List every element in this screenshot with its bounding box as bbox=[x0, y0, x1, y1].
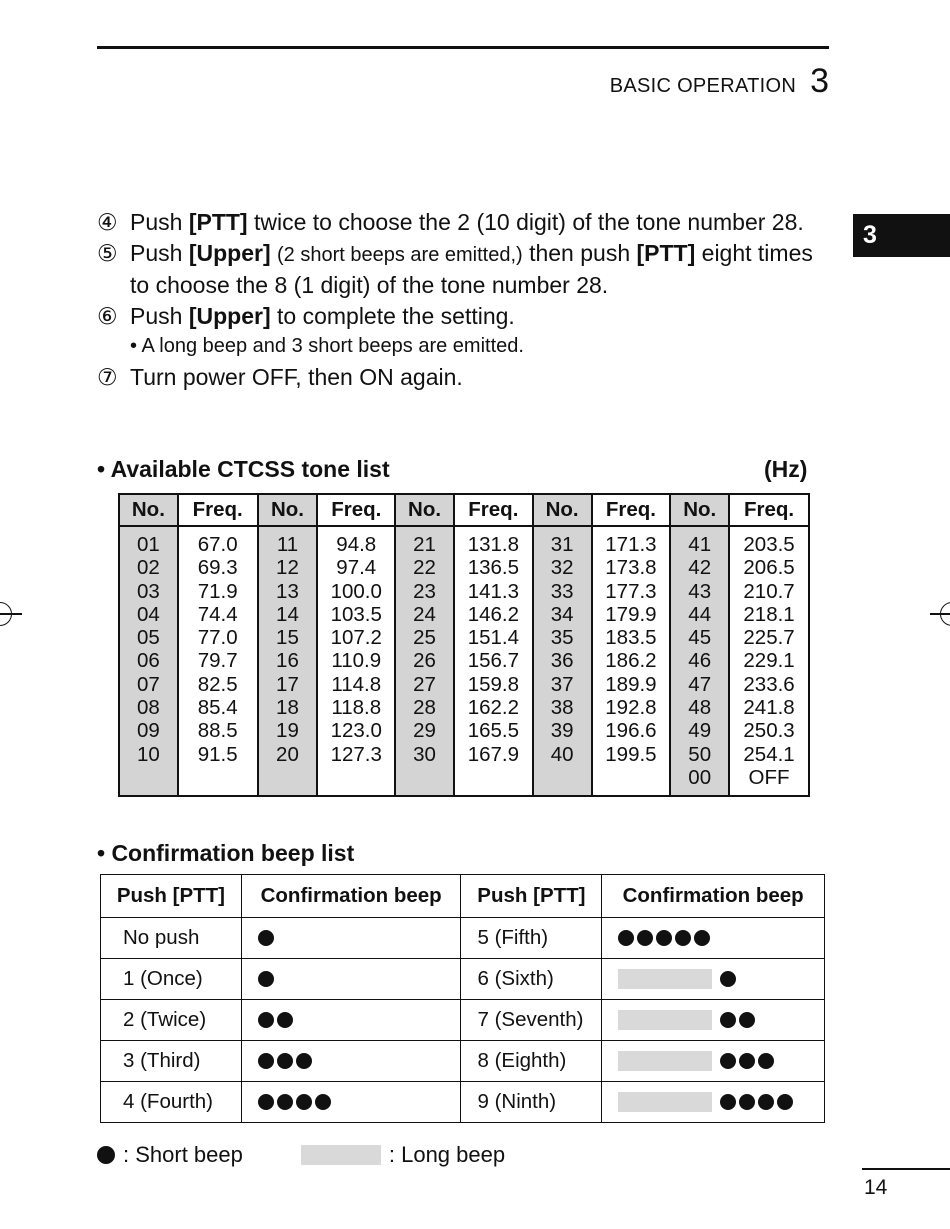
short-beep-icon bbox=[258, 1094, 274, 1110]
short-beep-icon bbox=[296, 1094, 312, 1110]
step-number: ⑦ bbox=[97, 363, 118, 390]
tone-frequency-cell bbox=[178, 526, 258, 796]
step-item bbox=[97, 362, 837, 393]
tone-frequency: 171.3 bbox=[605, 533, 657, 556]
tone-number: 01 bbox=[136, 533, 160, 556]
short-beep-icon bbox=[777, 1094, 793, 1110]
tone-frequency: 218.1 bbox=[743, 602, 795, 626]
tone-frequency: 233.6 bbox=[743, 672, 795, 696]
tone-number: 40 bbox=[550, 742, 574, 766]
tone-number: 28 bbox=[413, 696, 436, 720]
tone-number: 08 bbox=[136, 696, 160, 720]
short-beep-icon bbox=[277, 1053, 293, 1069]
tone-number: 03 bbox=[136, 579, 160, 603]
beep-header-row bbox=[101, 875, 825, 918]
step-text-part: to complete the setting. bbox=[270, 302, 515, 329]
tone-number: 07 bbox=[136, 672, 160, 696]
page-header bbox=[610, 62, 829, 101]
tone-number: 48 bbox=[688, 696, 712, 720]
tone-frequency: 173.8 bbox=[605, 556, 657, 580]
tone-frequency: 88.5 bbox=[197, 719, 238, 743]
tone-frequency: 196.6 bbox=[605, 719, 657, 743]
push-count-cell: 1 (Once) bbox=[101, 959, 242, 1000]
tone-frequency: 146.2 bbox=[467, 602, 519, 626]
step-text-part: Push bbox=[130, 209, 189, 235]
short-beep-icon bbox=[637, 930, 653, 946]
tone-frequency: 156.7 bbox=[467, 649, 519, 673]
column-header-freq: Freq. bbox=[178, 494, 258, 526]
step-text-part: eight times to choose the 8 (1 digit) of the tone number 28. bbox=[130, 239, 813, 298]
tone-number: 06 bbox=[136, 649, 160, 673]
tone-number: 17 bbox=[276, 672, 299, 696]
beep-row bbox=[101, 1000, 825, 1041]
tone-number: 41 bbox=[688, 533, 712, 556]
tone-frequency: 186.2 bbox=[605, 649, 657, 673]
tone-number-cell bbox=[395, 526, 454, 796]
beep-legend bbox=[97, 1142, 505, 1168]
beep-pattern-cell bbox=[602, 1041, 825, 1082]
short-beep-icon bbox=[758, 1053, 774, 1069]
tone-frequency: 250.3 bbox=[743, 719, 795, 743]
step-note: • A long beep and 3 short beeps are emitted. bbox=[130, 335, 524, 357]
registration-line-left bbox=[0, 613, 22, 615]
tone-frequency: 74.4 bbox=[197, 602, 238, 626]
button-name: [PTT] bbox=[636, 239, 696, 266]
tone-number: 42 bbox=[688, 556, 712, 580]
short-beep-icon bbox=[296, 1053, 312, 1069]
tone-frequency: 167.9 bbox=[467, 742, 519, 766]
section-title: BASIC OPERATION bbox=[609, 75, 797, 97]
tone-frequency: 165.5 bbox=[467, 719, 519, 743]
tone-number: 16 bbox=[276, 649, 299, 673]
column-header-freq: Freq. bbox=[454, 494, 533, 526]
tone-frequency: 85.4 bbox=[197, 696, 238, 720]
step-number: ④ bbox=[97, 209, 118, 235]
short-beep-icon bbox=[758, 1094, 774, 1110]
tone-frequency: 91.5 bbox=[197, 742, 238, 766]
button-name: [Upper] bbox=[188, 239, 271, 266]
step-text-part: twice to choose the 2 (10 digit) of the tone number 28. bbox=[247, 209, 804, 235]
tone-frequency: 159.8 bbox=[467, 672, 519, 696]
tone-number: 11 bbox=[276, 533, 299, 556]
beep-pattern-cell bbox=[602, 1000, 825, 1041]
tone-frequency: 192.8 bbox=[605, 696, 657, 720]
short-beep-icon bbox=[739, 1012, 755, 1028]
tone-frequency-cell bbox=[729, 526, 809, 796]
tone-number: 19 bbox=[276, 719, 299, 743]
short-beep-icon bbox=[277, 1094, 293, 1110]
column-header-no: No. bbox=[533, 494, 592, 526]
button-name: [Upper] bbox=[188, 302, 271, 329]
short-beep-icon bbox=[97, 1146, 115, 1164]
tone-number: 46 bbox=[688, 649, 712, 673]
tone-frequency: 136.5 bbox=[467, 556, 519, 580]
column-header-no: No. bbox=[119, 494, 178, 526]
beep-row bbox=[101, 959, 825, 1000]
footer-rule bbox=[862, 1168, 950, 1170]
tone-number: 18 bbox=[276, 696, 299, 720]
step-text bbox=[130, 207, 837, 238]
tone-number-cell bbox=[533, 526, 592, 796]
short-beep-icon bbox=[315, 1094, 331, 1110]
beep-pattern-cell bbox=[241, 1082, 461, 1123]
push-count-cell: 3 (Third) bbox=[101, 1041, 242, 1082]
chapter-tab bbox=[853, 214, 950, 257]
tone-number: 47 bbox=[688, 672, 712, 696]
long-beep-icon bbox=[618, 1010, 712, 1030]
legend-short-label: : Short beep bbox=[123, 1142, 243, 1167]
push-count-cell: 5 (Fifth) bbox=[461, 918, 602, 959]
beep-pattern-cell bbox=[602, 959, 825, 1000]
tone-frequency: 254.1 bbox=[743, 742, 795, 766]
step-text-part: then push bbox=[522, 239, 637, 266]
tone-number: 36 bbox=[550, 649, 574, 673]
tone-number: 33 bbox=[550, 579, 574, 603]
short-beep-icon bbox=[720, 1012, 736, 1028]
tone-frequency: 177.3 bbox=[605, 579, 657, 603]
tone-frequency: 141.3 bbox=[467, 579, 519, 603]
beep-column-header: Confirmation beep bbox=[602, 875, 825, 918]
short-beep-icon bbox=[656, 930, 672, 946]
long-beep-icon bbox=[301, 1145, 381, 1165]
push-count-cell: No push bbox=[101, 918, 242, 959]
tone-frequency: 94.8 bbox=[336, 533, 377, 556]
tone-number: 10 bbox=[136, 742, 160, 766]
push-count-cell: 7 (Seventh) bbox=[461, 1000, 602, 1041]
tone-number: 23 bbox=[413, 579, 436, 603]
tone-number: 35 bbox=[550, 626, 574, 650]
tone-number: 32 bbox=[550, 556, 574, 580]
beep-row bbox=[101, 1082, 825, 1123]
tone-frequency: 67.0 bbox=[197, 533, 238, 556]
tone-frequency: 97.4 bbox=[336, 556, 377, 580]
tone-number: 09 bbox=[136, 719, 160, 743]
push-count-cell: 4 (Fourth) bbox=[101, 1082, 242, 1123]
step-number: ⑥ bbox=[97, 302, 118, 329]
step-item bbox=[97, 301, 837, 332]
beep-pattern-cell bbox=[241, 1041, 461, 1082]
tone-frequency: 199.5 bbox=[605, 742, 657, 766]
tone-number: 34 bbox=[550, 602, 574, 626]
tone-frequency: 103.5 bbox=[330, 602, 382, 626]
column-header-freq: Freq. bbox=[317, 494, 395, 526]
beep-column-header: Confirmation beep bbox=[241, 875, 461, 918]
column-header-freq: Freq. bbox=[729, 494, 809, 526]
tone-number: 38 bbox=[550, 696, 574, 720]
ctcss-table bbox=[118, 493, 810, 797]
tone-frequency-cell bbox=[592, 526, 671, 796]
step-text bbox=[130, 362, 837, 393]
ctcss-title: • Available CTCSS tone list bbox=[97, 456, 390, 482]
short-beep-icon bbox=[739, 1053, 755, 1069]
push-count-cell: 8 (Eighth) bbox=[461, 1041, 602, 1082]
tone-number: 43 bbox=[688, 579, 712, 603]
tone-frequency: 71.9 bbox=[197, 579, 238, 603]
tone-frequency: 179.9 bbox=[605, 602, 657, 626]
tone-number: 21 bbox=[413, 533, 436, 556]
long-beep-icon bbox=[618, 1092, 712, 1112]
tone-frequency-cell bbox=[317, 526, 395, 796]
beep-row bbox=[101, 1041, 825, 1082]
tone-frequency: 77.0 bbox=[197, 626, 238, 650]
tone-frequency: 100.0 bbox=[330, 579, 382, 603]
step-list bbox=[97, 207, 837, 392]
beep-row bbox=[101, 918, 825, 959]
tone-number: 50 bbox=[688, 742, 712, 766]
tone-frequency: 229.1 bbox=[743, 649, 795, 673]
tone-frequency: 123.0 bbox=[330, 719, 382, 743]
step-text-part: Turn power OFF, then ON again. bbox=[130, 363, 463, 390]
beep-pattern-cell bbox=[241, 959, 461, 1000]
short-beep-icon bbox=[720, 1094, 736, 1110]
tone-number: 05 bbox=[136, 626, 160, 650]
short-beep-icon bbox=[739, 1094, 755, 1110]
tone-frequency-cell bbox=[454, 526, 533, 796]
beep-pattern-cell bbox=[241, 1000, 461, 1041]
short-beep-icon bbox=[675, 930, 691, 946]
long-beep-icon bbox=[618, 1051, 712, 1071]
push-count-cell: 2 (Twice) bbox=[101, 1000, 242, 1041]
short-beep-icon bbox=[694, 930, 710, 946]
beep-title: • Confirmation beep list bbox=[97, 840, 355, 866]
column-header-freq: Freq. bbox=[592, 494, 671, 526]
tone-frequency: 69.3 bbox=[197, 556, 238, 580]
tone-frequency: 107.2 bbox=[330, 626, 382, 650]
tone-number: 27 bbox=[413, 672, 436, 696]
tone-frequency: 241.8 bbox=[743, 696, 795, 720]
tone-number: 04 bbox=[136, 602, 160, 626]
tone-number: 26 bbox=[413, 649, 436, 673]
tone-frequency: 110.9 bbox=[331, 649, 382, 673]
tone-frequency: 210.7 bbox=[743, 579, 795, 603]
tone-number: 49 bbox=[688, 719, 712, 743]
tone-number: 12 bbox=[276, 556, 299, 580]
push-count-cell: 9 (Ninth) bbox=[461, 1082, 602, 1123]
ctcss-unit: (Hz) bbox=[764, 456, 808, 482]
short-beep-icon bbox=[258, 1053, 274, 1069]
tone-frequency: 82.5 bbox=[197, 672, 238, 696]
step-text-part: Push bbox=[130, 302, 189, 329]
step-item bbox=[97, 238, 837, 301]
tone-number: 30 bbox=[413, 742, 436, 766]
tone-number: 22 bbox=[413, 556, 436, 580]
column-header-no: No. bbox=[395, 494, 454, 526]
column-header-no: No. bbox=[670, 494, 729, 526]
section-number: 3 bbox=[810, 62, 829, 100]
tone-number: 00 bbox=[688, 765, 712, 789]
step-text-part: Push bbox=[130, 239, 189, 266]
tone-frequency: 79.7 bbox=[197, 649, 238, 673]
push-count-cell: 6 (Sixth) bbox=[461, 959, 602, 1000]
tone-number: 31 bbox=[550, 533, 574, 556]
short-beep-icon bbox=[258, 930, 274, 946]
step-item bbox=[97, 207, 837, 238]
tone-number: 37 bbox=[550, 672, 574, 696]
legend-long-label: : Long beep bbox=[388, 1142, 506, 1167]
short-beep-icon bbox=[258, 1012, 274, 1028]
top-rule bbox=[97, 46, 829, 49]
tone-number: 24 bbox=[413, 602, 436, 626]
beep-pattern-cell bbox=[602, 1082, 825, 1123]
tone-number: 45 bbox=[688, 626, 712, 650]
chapter-tab-label: 3 bbox=[863, 221, 877, 249]
beep-column-header: Push [PTT] bbox=[461, 875, 602, 918]
button-name: [PTT] bbox=[188, 209, 248, 235]
short-beep-icon bbox=[618, 930, 634, 946]
tone-number-cell bbox=[670, 526, 729, 796]
step-text-part: (2 short beeps are emitted,) bbox=[277, 243, 523, 266]
tone-frequency: 183.5 bbox=[605, 626, 657, 650]
tone-number: 44 bbox=[688, 602, 712, 626]
short-beep-icon bbox=[277, 1012, 293, 1028]
tone-frequency: 151.4 bbox=[467, 626, 519, 650]
page-number: 14 bbox=[864, 1176, 888, 1199]
tone-number: 15 bbox=[276, 626, 299, 650]
tone-number: 25 bbox=[413, 626, 436, 650]
tone-frequency: 127.3 bbox=[330, 742, 382, 766]
tone-frequency: 206.5 bbox=[743, 556, 795, 580]
beep-pattern-cell bbox=[241, 918, 461, 959]
tone-frequency: 118.8 bbox=[331, 696, 382, 720]
tone-frequency: OFF bbox=[748, 765, 790, 789]
long-beep-icon bbox=[618, 969, 712, 989]
tone-frequency: 189.9 bbox=[605, 672, 657, 696]
tone-frequency: 114.8 bbox=[331, 672, 382, 696]
tone-number: 29 bbox=[413, 719, 436, 743]
tone-number: 39 bbox=[550, 719, 574, 743]
short-beep-icon bbox=[720, 1053, 736, 1069]
beep-column-header: Push [PTT] bbox=[101, 875, 242, 918]
step-number: ⑤ bbox=[97, 239, 118, 266]
short-beep-icon bbox=[720, 971, 736, 987]
tone-number-cell bbox=[258, 526, 318, 796]
column-header-no: No. bbox=[258, 494, 318, 526]
tone-frequency: 203.5 bbox=[743, 533, 795, 556]
tone-frequency: 225.7 bbox=[743, 626, 795, 650]
tone-number-cell bbox=[119, 526, 178, 796]
registration-line-right bbox=[930, 613, 950, 615]
tone-number: 13 bbox=[276, 579, 299, 603]
ctcss-header-row bbox=[119, 494, 809, 526]
tone-number: 02 bbox=[136, 556, 160, 580]
step-text bbox=[130, 238, 837, 301]
tone-frequency: 162.2 bbox=[467, 696, 519, 720]
tone-number: 14 bbox=[276, 602, 299, 626]
step-text bbox=[130, 301, 837, 332]
tone-number: 20 bbox=[276, 742, 299, 766]
tone-frequency: 131.8 bbox=[467, 533, 519, 556]
ctcss-body-row bbox=[119, 526, 809, 796]
beep-table bbox=[100, 874, 825, 1123]
short-beep-icon bbox=[258, 971, 274, 987]
beep-pattern-cell bbox=[602, 918, 825, 959]
